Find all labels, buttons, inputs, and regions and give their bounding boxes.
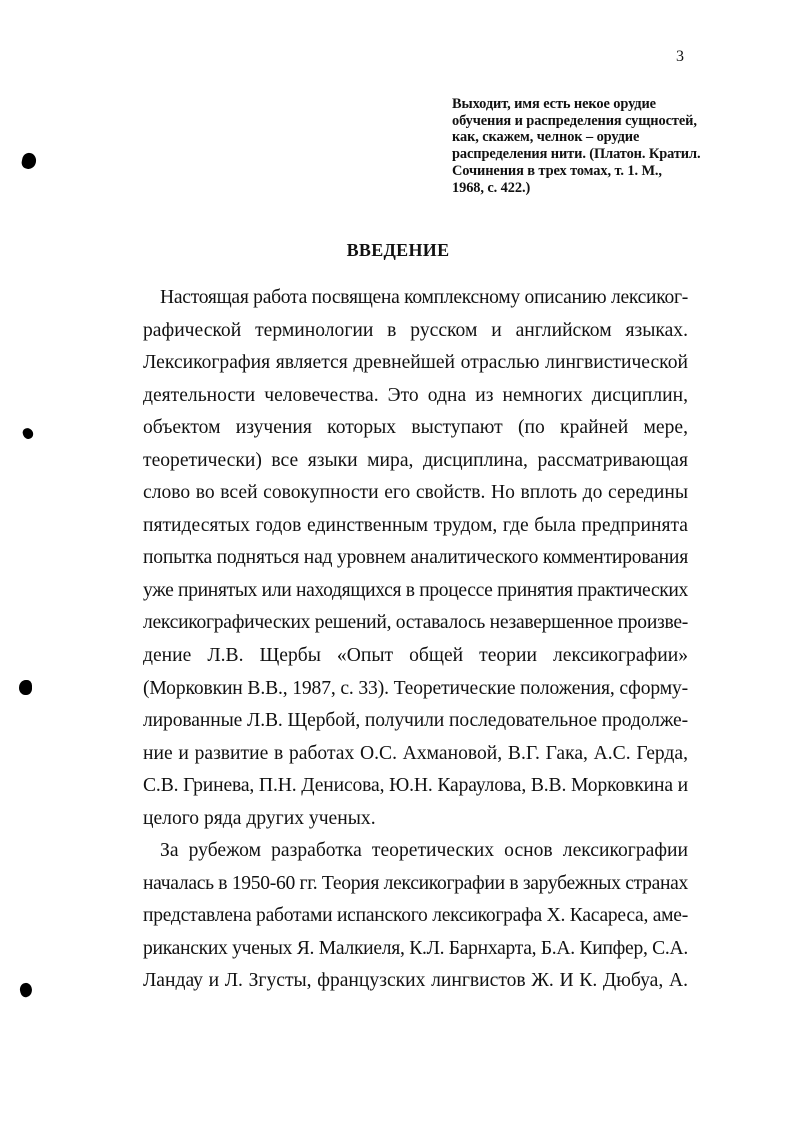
epigraph-line: Выходит, имя есть некое орудие <box>452 96 656 112</box>
text-line: Лексикография является древнейшей отраслью лингвистической <box>143 352 688 374</box>
text-line: дение Л.В. Щербы «Опыт общей теории лексикографии» <box>143 645 688 667</box>
text-line: С.В. Гринева, П.Н. Денисова, Ю.Н. Караулова, В.В. Морковкина и <box>143 775 688 797</box>
text-line: уже принятых или находящихся в процессе принятия практических <box>143 579 688 601</box>
text-line: представлена работами испанского лексикографа Х. Касареса, аме- <box>143 905 688 927</box>
text-line: объектом изучения которых выступают (по крайней мере, <box>143 417 688 439</box>
text-line: лексикографических решений, оставалось незавершенное произве- <box>143 612 688 634</box>
page-number: 3 <box>676 48 684 65</box>
punch-hole-mark <box>19 680 32 695</box>
text-line: пятидесятых годов единственным трудом, где была предпринята <box>143 514 688 536</box>
text-line: лированные Л.В. Щербой, получили последовательное продолже- <box>143 710 688 732</box>
punch-hole-mark <box>20 152 37 171</box>
epigraph <box>452 96 712 196</box>
text-line: деятельности человечества. Это одна из немногих дисциплин, <box>143 384 688 406</box>
punch-hole-mark <box>18 982 33 999</box>
epigraph-line: обучения и распределения сущностей, <box>452 112 697 129</box>
text-line: (Морковкин В.В., 1987, с. 33). Теоретические положения, сформу- <box>143 677 688 699</box>
text-line: попытка подняться над уровнем аналитического комментирования <box>143 547 688 569</box>
punch-hole-mark <box>21 427 34 441</box>
text-line: теоретически) все языки мира, дисциплина, рассматривающая <box>143 449 688 471</box>
body-text <box>143 282 688 998</box>
text-line: риканских ученых Я. Малкиеля, К.Л. Барнхарта, Б.А. Кипфер, С.А. <box>143 937 688 959</box>
text-line: Ландау и Л. Згусты, французских лингвистов Ж. И К. Дюбуа, А. <box>143 970 688 992</box>
section-heading: ВВЕДЕНИЕ <box>346 240 450 260</box>
paragraph-2 <box>143 835 688 998</box>
text-line: За рубежом разработка теоретических основ лексикографии <box>160 840 688 862</box>
text-line: слово во всей совокупности его свойств. Но вплоть до середины <box>143 482 688 504</box>
epigraph-line: Сочинения в трех томах, т. 1. М., <box>452 162 662 179</box>
text-line: Настоящая работа посвящена комплексному описанию лексиког- <box>160 287 688 308</box>
epigraph-line: как, скажем, челнок – орудие <box>452 129 640 146</box>
text-line: ние и развитие в работах О.С. Ахмановой, В.Г. Гака, А.С. Герда, <box>143 742 688 764</box>
epigraph-line: 1968, с. 422.) <box>452 179 531 196</box>
text-line: целого ряда других ученых. <box>143 807 376 829</box>
text-line: началась в 1950-60 гг. Теория лексикографии в зарубежных странах <box>143 872 688 894</box>
text-line: рафической терминологии в русском и английском языках. <box>143 319 688 341</box>
paragraph-1 <box>143 282 688 835</box>
epigraph-line: распределения нити. (Платон. Кратил. <box>452 146 701 163</box>
